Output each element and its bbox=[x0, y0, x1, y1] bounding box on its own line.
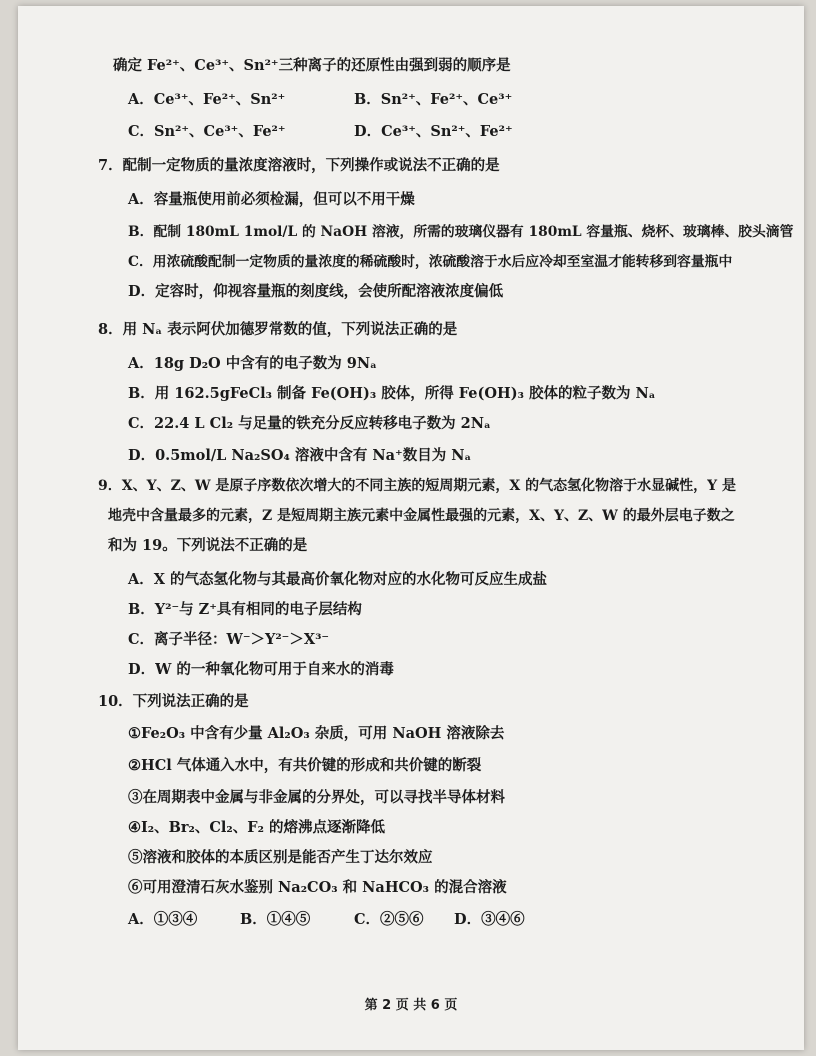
q10-stem: 10．下列说法正确的是 bbox=[98, 693, 249, 710]
q9-stem-line3: 和为 19。下列说法不正确的是 bbox=[108, 537, 308, 554]
q10-option-a: A．①③④ bbox=[128, 911, 198, 928]
q7-stem: 7．配制一定物质的量浓度溶液时，下列操作或说法不正确的是 bbox=[98, 157, 500, 174]
q8-stem: 8．用 Nₐ 表示阿伏加德罗常数的值，下列说法正确的是 bbox=[98, 321, 458, 338]
q7-option-a: A．容量瓶使用前必须检漏，但可以不用干燥 bbox=[128, 191, 415, 208]
q9-option-a: A．X 的气态氢化物与其最高价氧化物对应的水化物可反应生成盐 bbox=[128, 571, 548, 588]
q8-option-a: A．18g D₂O 中含有的电子数为 9Nₐ bbox=[128, 355, 377, 372]
q8-option-d: D．0.5mol/L Na₂SO₄ 溶液中含有 Na⁺数目为 Nₐ bbox=[128, 447, 472, 464]
q10-option-d: D．③④⑥ bbox=[454, 911, 525, 928]
intro-option-a: A．Ce³⁺、Fe²⁺、Sn²⁺ bbox=[128, 91, 286, 108]
q10-option-b: B．①④⑤ bbox=[240, 911, 311, 928]
q10-statement-3: ③在周期表中金属与非金属的分界处，可以寻找半导体材料 bbox=[128, 789, 505, 806]
q10-statement-6: ⑥可用澄清石灰水鉴别 Na₂CO₃ 和 NaHCO₃ 的混合溶液 bbox=[128, 879, 507, 896]
q7-option-d: D．定容时，仰视容量瓶的刻度线，会使所配溶液浓度偏低 bbox=[128, 283, 504, 300]
intro-option-b: B．Sn²⁺、Fe²⁺、Ce³⁺ bbox=[354, 91, 513, 108]
q8-option-c: C．22.4 L Cl₂ 与足量的铁充分反应转移电子数为 2Nₐ bbox=[128, 415, 491, 432]
q10-option-c: C．②⑤⑥ bbox=[354, 911, 424, 928]
intro-text: 确定 Fe²⁺、Ce³⁺、Sn²⁺三种离子的还原性由强到弱的顺序是 bbox=[113, 57, 511, 74]
q9-option-c: C．离子半径：W⁻＞Y²⁻＞X³⁻ bbox=[128, 631, 330, 648]
page-footer: 第 2 页 共 6 页 bbox=[364, 998, 458, 1013]
q7-option-c: C．用浓硫酸配制一定物质的量浓度的稀硫酸时，浓硫酸溶于水后应冷却至室温才能转移到容量瓶中 bbox=[128, 254, 733, 270]
q9-option-d: D．W 的一种氧化物可用于自来水的消毒 bbox=[128, 661, 394, 678]
q10-statement-5: ⑤溶液和胶体的本质区别是能否产生丁达尔效应 bbox=[128, 849, 433, 866]
q10-statement-1: ①Fe₂O₃ 中含有少量 Al₂O₃ 杂质，可用 NaOH 溶液除去 bbox=[128, 725, 505, 742]
q9-stem-line2: 地壳中含量最多的元素，Z 是短周期主族元素中金属性最强的元素，X、Y、Z、W 的最外层电子数之 bbox=[108, 508, 735, 524]
q10-statement-4: ④I₂、Br₂、Cl₂、F₂ 的熔沸点逐渐降低 bbox=[128, 819, 385, 836]
q8-option-b: B．用 162.5gFeCl₃ 制备 Fe(OH)₃ 胶体，所得 Fe(OH)₃ 胶体的粒子数为 Nₐ bbox=[128, 385, 656, 402]
q9-option-b: B．Y²⁻与 Z⁺具有相同的电子层结构 bbox=[128, 601, 362, 618]
intro-option-d: D．Ce³⁺、Sn²⁺、Fe²⁺ bbox=[354, 123, 513, 140]
q10-statement-2: ②HCl 气体通入水中，有共价键的形成和共价键的断裂 bbox=[128, 757, 482, 774]
exam-page bbox=[18, 6, 804, 1050]
intro-option-c: C．Sn²⁺、Ce³⁺、Fe²⁺ bbox=[128, 123, 286, 140]
q9-stem-line1: 9．X、Y、Z、W 是原子序数依次增大的不同主族的短周期元素，X 的气态氢化物溶于水显碱性，Y 是 bbox=[98, 478, 737, 494]
q7-option-b: B．配制 180mL 1mol/L 的 NaOH 溶液，所需的玻璃仪器有 180mL 容量瓶、烧杯、玻璃棒、胶头滴管 bbox=[128, 224, 794, 240]
